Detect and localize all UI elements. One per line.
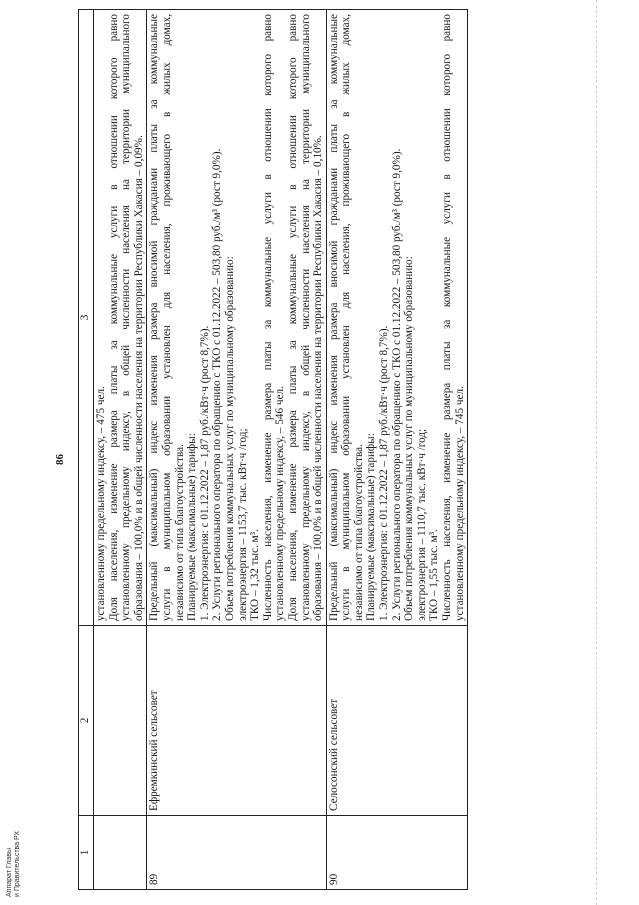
cell-municipality (94, 626, 147, 816)
cell-description (147, 10, 326, 626)
tariff-table (78, 9, 468, 890)
office-stamp (6, 831, 22, 897)
column-header-description: 3 (79, 10, 94, 626)
text-line: ТКО – 1,32 тыс. м³. (249, 529, 262, 621)
text-line: независимо от типа благоустройства. (173, 444, 186, 621)
text-line: образования – 100,0% и в общей численности населения на территории Республики Хакасия – 0,10%. (312, 135, 325, 621)
text-line: установленному предельному индексу, – 546 чел. (274, 386, 287, 621)
text-line: Численность населения, изменение размера платы за коммунальные услуги в отношении которого равно (441, 14, 454, 621)
text-line: Численность населения, изменение размера платы за коммунальные услуги в отношении которого равно (261, 14, 274, 621)
row-number: 89 (147, 816, 326, 890)
table-header-row (79, 10, 94, 890)
text-line: образования – 100,0% и в общей численности населения на территории Республики Хакасия – 0,09%. (132, 135, 145, 621)
text-line: Доля населения, изменение размера платы за коммунальные услуги в отношении которого равно (107, 14, 120, 621)
row-number: 90 (326, 816, 468, 890)
table-row (326, 10, 468, 890)
text-line: ТКО – 1,55 тыс. м³. (428, 529, 441, 621)
text-line: установленному предельному индексу, в общей численности населения на территории муниципального (299, 14, 312, 621)
text-line: электроэнергия – 1153,7 тыс. кВт·ч /год; (236, 428, 249, 621)
column-header-number: 1 (79, 816, 94, 890)
text-line: установленному предельному индексу, – 475 чел. (95, 386, 107, 621)
text-line: Предельный (максимальный) индекс изменения размера вносимой гражданами платы за коммунальные (327, 14, 340, 621)
text-line: Объем потребления коммунальных услуг по муниципальному образованию: (403, 256, 416, 621)
text-line: Планируемые (максимальные) тарифы: (365, 433, 378, 621)
text-line: установленному предельному индексу, – 745 чел. (453, 386, 466, 621)
scan-artifact-line (596, 0, 597, 905)
text-line: 2. Услуги регионального оператора по обращению с ТКО с 01.12.2022 – 503,80 руб./м³ (рост 9,0%). (390, 148, 403, 621)
cell-number (94, 816, 147, 890)
text-line: 1. Электроэнергия: с 01.12.2022 – 1,87 руб./кВт·ч (рост 8,7%). (378, 325, 391, 621)
text-line: электроэнергия – 1110,7 тыс. кВт·ч /год; (415, 428, 428, 621)
text-line: 2. Услуги регионального оператора по обращению с ТКО с 01.12.2022 – 503,80 руб./м³ (рост 9,0%). (211, 148, 224, 621)
page-number: 86 (54, 454, 66, 465)
cell-description (94, 10, 147, 626)
text-line: услуги в муниципальном образовании установлен для населения, проживающего в жилых домах, (160, 14, 173, 621)
stamp-line: Аппарат Главы (6, 847, 13, 897)
table-row (147, 10, 326, 890)
cell-description (326, 10, 468, 626)
municipality-name: Ефремкинский сельсовет (147, 626, 326, 816)
text-line: Планируемые (максимальные) тарифы: (186, 433, 199, 621)
text-line: Доля населения, изменение размера платы за коммунальные услуги в отношении которого равно (286, 14, 299, 621)
municipality-name: Селосонский сельсовет (326, 626, 468, 816)
text-line: услуги в муниципальном образовании установлен для населения, проживающего в жилых домах, (340, 14, 353, 621)
text-line: независимо от типа благоустройства. (352, 444, 365, 621)
table-row-continuation (94, 10, 147, 890)
text-line: установленному предельному индексу, в общей численности населения на территории муниципального (120, 14, 133, 621)
text-line: Предельный (максимальный) индекс изменения размера вносимой гражданами платы за коммунальные (148, 14, 161, 621)
text-line: Объем потребления коммунальных услуг по муниципальному образованию: (223, 256, 236, 621)
column-header-municipality: 2 (79, 626, 94, 816)
stamp-line: и Правительства РХ (14, 830, 21, 897)
text-line: 1. Электроэнергия: с 01.12.2022 – 1,87 руб./кВт·ч (рост 8,7%). (198, 325, 211, 621)
